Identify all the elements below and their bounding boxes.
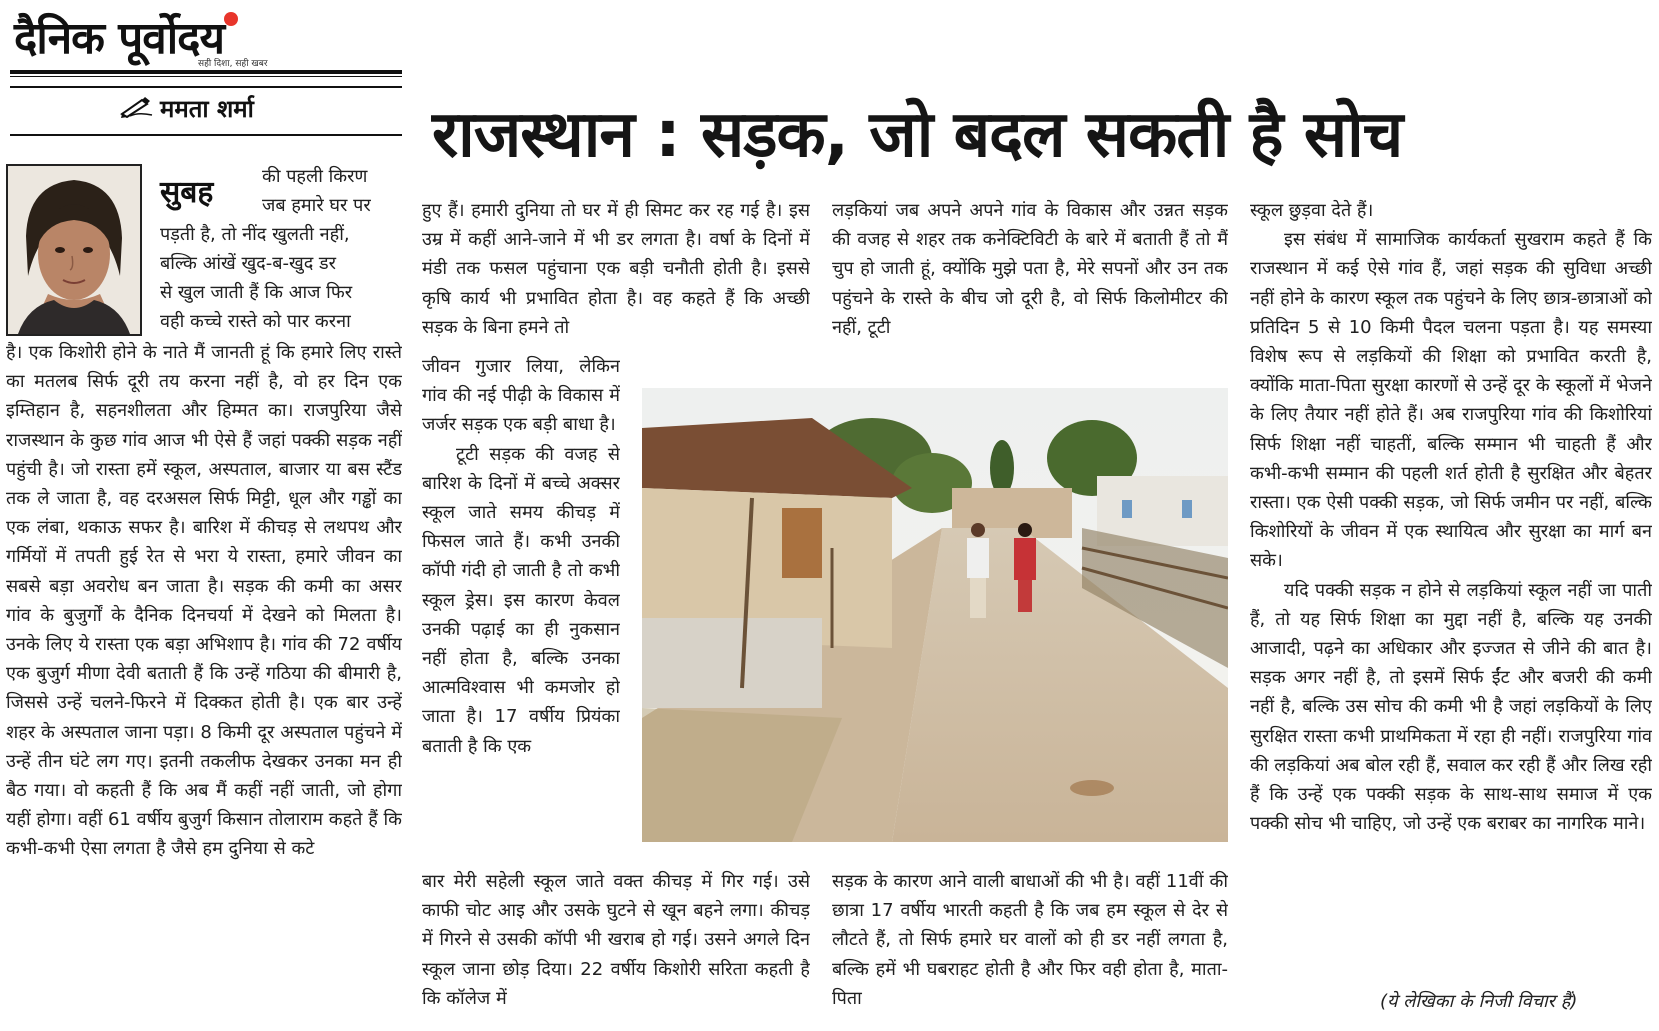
headline: राजस्थान : सड़क, जो बदल सकती है सोच [432,98,1403,172]
pen-icon [120,96,154,118]
col3-top-paragraph: लड़कियां जब अपने अपने गांव के विकास और उन्नत सड़क की वजह से शहर तक कनेक्टिविटी के बारे में बताती हैं तो मैं चुप हो जाती हूं, क्योंकि मुझे पता है, मेरे सपनों और उन तक पहुंचने के रास्ते के बीच जो दूरी है, वो सिर्फ किलोमीटर की नहीं, टूटी [832,200,1228,338]
col4-paragraph2: यदि पक्की सड़क न होने से लड़कियां स्कूल नहीं जा पाती हैं, तो यह सिर्फ शिक्षा का मुद्दा नहीं है, बल्कि यह उनकी आजादी, पढ़ने का अधिकार और इज्जत से जीने की बात है। सड़क अगर नहीं है, तो इसमें सिर्फ ईंट और बजरी की कमी नहीं है, बल्कि उस सोच की कमी भी है जहां लड़कियों के लिए सुरक्षित रास्ता कभी प्राथमिकता में रहा ही नहीं। राजपुरिया गांव की लड़कियां अब बोल रही हैं, सवाल कर रही हैं और लिख रही हैं कि उन्हें एक पक्की सड़क के साथ-साथ समाज में एक पक्की सोच भी चाहिए, जो उन्हें एक बराबर का नागरिक माने। [1250,579,1652,835]
author-name: ममता शर्मा [160,95,254,123]
masthead-rule-thin [10,76,402,77]
col2-bottom [422,867,810,1027]
village-road-photo [642,388,1228,842]
author-top-rule [10,86,402,88]
col2-top-paragraph: हुए हैं। हमारी दुनिया तो घर में ही सिमट कर रह गई है। इस उम्र में कहीं आने-जाने में भी डर लगता है। वर्षा के दिनों में मंडी तक फसल पहुंचाना एक बड़ी चनौती होती है। इससे कृषि कार्य भी प्रभावित होता है। वह कहते हैं कि अच्छी सड़क के बिना हमने तो [422,200,810,338]
col4-paragraph0: स्कूल छुड़वा देते हैं। [1250,200,1374,221]
author-portrait [6,164,142,336]
col1-intro-line1: की पहली किरण [262,166,368,187]
masthead-logo [14,6,224,66]
author-bottom-rule [10,134,402,136]
col2-narrow [422,352,620,860]
col3-bottom-paragraph: सड़क के कारण आने वाली बाधाओं की भी है। वहीं 11वीं की छात्रा 17 वर्षीय भारती कहती है कि जब हम स्कूल से देर से लौटते हैं, तो सिर्फ हमारे घर वालों को ही डर नहीं लगता है, बल्कि हमें भी घबराहट होती है और फिर वही होता है, माता-पिता [832,871,1228,1009]
col3-top [832,196,1228,346]
col1-intro-line4: बल्कि आंखें खुद-ब-खुद डर [160,253,336,274]
col1-intro-line2: जब हमारे घर पर [262,195,371,216]
col3-bottom [832,867,1228,1027]
col1-paragraph: है। एक किशोरी होने के नाते मैं जानती हूं कि हमारे लिए रास्ते का मतलब सिर्फ दूरी तय करना नहीं है, वो हर दिन एक इम्तिहान है, सहनशीलता और हिम्मत का। राजपुरिया जैसे राजस्थान के कुछ गांव आज भी ऐसे हैं जहां पक्की सड़क नहीं पहुंची है। जो रास्ता हमें स्कूल, अस्पताल, बाजार या बस स्टैंड तक ले जाता है, वह दरअसल सिर्फ मिट्टी, धूल और गड्ढों का एक लंबा, थकाऊ सफर है। बारिश में कीचड़ से लथपथ और गर्मियों में तपती हुई रेत से भरा ये रास्ता, हमारे जीवन का सबसे बड़ा अवरोध बन जाता है। सड़क की कमी का असर गांव के बुजुर्गों के दैनिक दिनचर्या में देखने को मिलता है। उनके लिए ये रास्ता एक बड़ा अभिशाप है। गांव की 72 वर्षीय एक बुजुर्ग मीणा देवी बताती हैं कि उन्हें गठिया की बीमारी है, जिससे उन्हें चलने-फिरने में दिक्कत होती है। एक बार उन्हें शहर के अस्पताल जाना पड़ा। 8 किमी दूर अस्पताल पहुंचने में उन्हें तीन घंटे लग गए। इतनी तकलीफ देखकर उनका मन ही बैठ गया। वो कहती हैं कि अब मैं कहीं नहीं जाती, जो होगा यहीं होगा। वहीं 61 वर्षीय बुजुर्ग किसान तोलाराम कहते हैं कि कभी-कभी ऐसा लगता है जैसे हम दुनिया से कटे [6,342,402,860]
col1-intro-line3: पड़ती है, तो नींद खुलती नहीं, [160,224,350,245]
author-disclaimer: (ये लेखिका के निजी विचार हैं) [1380,991,1578,1012]
col4-body [1250,196,1652,984]
col2-bottom-paragraph: बार मेरी सहेली स्कूल जाते वक्त कीचड़ में गिर गई। उसे काफी चोट आइ और उसके घुटने से खून बहने लगा। कीचड़ में गिरने से उसकी कॉपी भी खराब हो गई। उसने अगले दिन स्कूल जाना छोड़ दिया। 22 वर्षीय किशोरी सरिता कहती है कि कॉलेज में [422,871,810,1009]
masthead-title: दैनिक पूर्वोदय [14,13,225,64]
col1-body [6,338,402,1024]
col4-paragraph1: इस संबंध में सामाजिक कार्यकर्ता सुखराम कहते हैं कि राजस्थान में कई ऐसे गांव हैं, जहां सड़क की सुविधा अच्छी नहीं होने के कारण स्कूल तक पहुंचने के लिए छात्र-छात्राओं को प्रतिदिन 5 से 10 किमी पैदल चलना पड़ता है। यह समस्या विशेष रूप से लड़कियों की शिक्षा को प्रभावित करती है, क्योंकि माता-पिता सुरक्षा कारणों से उन्हें दूर के स्कूलों में भेजने के लिए तैयार नहीं होते हैं। अब राजपुरिया गांव की किशोरियां सिर्फ शिक्षा नहीं चाहतीं, बल्कि सम्मान भी चाहती हैं और कभी-कभी सम्मान की पहली शर्त होती है सुरक्षित और बेहतर रास्ता। एक ऐसी पक्की सड़क, जो सिर्फ जमीन पर नहीं, बल्कि किशोरियों के जीवन में एक स्थायित्व और सुरक्षा का मार्ग बन सके। [1250,229,1652,572]
drop-word: सुबह [160,175,214,210]
masthead-tagline: सही दिशा, सही खबर [198,59,268,69]
col1-intro-line5: से खुल जाती हैं कि आज फिर [160,282,353,303]
logo-dot [224,12,238,26]
col2-narrow-paragraph2: टूटी सड़क की वजह से बारिश के दिनों में बच्चे अक्सर स्कूल जाते समय कीचड़ में फिसल जाते हैं। कभी उनकी कॉपी गंदी हो जाती है तो कभी स्कूल ड्रेस। इस कारण केवल उनकी पढ़ाई का ही नुकसान नहीं होता है, बल्कि उनका आत्मविश्वास भी कमजोर हो जाता है। 17 वर्षीय प्रियंका बताती है कि एक [422,443,620,757]
col2-top [422,196,810,372]
col1-intro-line6: वही कच्चे रास्ते को पार करना [160,311,351,332]
col2-narrow-paragraph1: जीवन गुजार लिया, लेकिन गांव की नई पीढ़ी के विकास में जर्जर सड़क एक बड़ी बाधा है। [422,356,620,436]
masthead-rule [10,70,402,74]
